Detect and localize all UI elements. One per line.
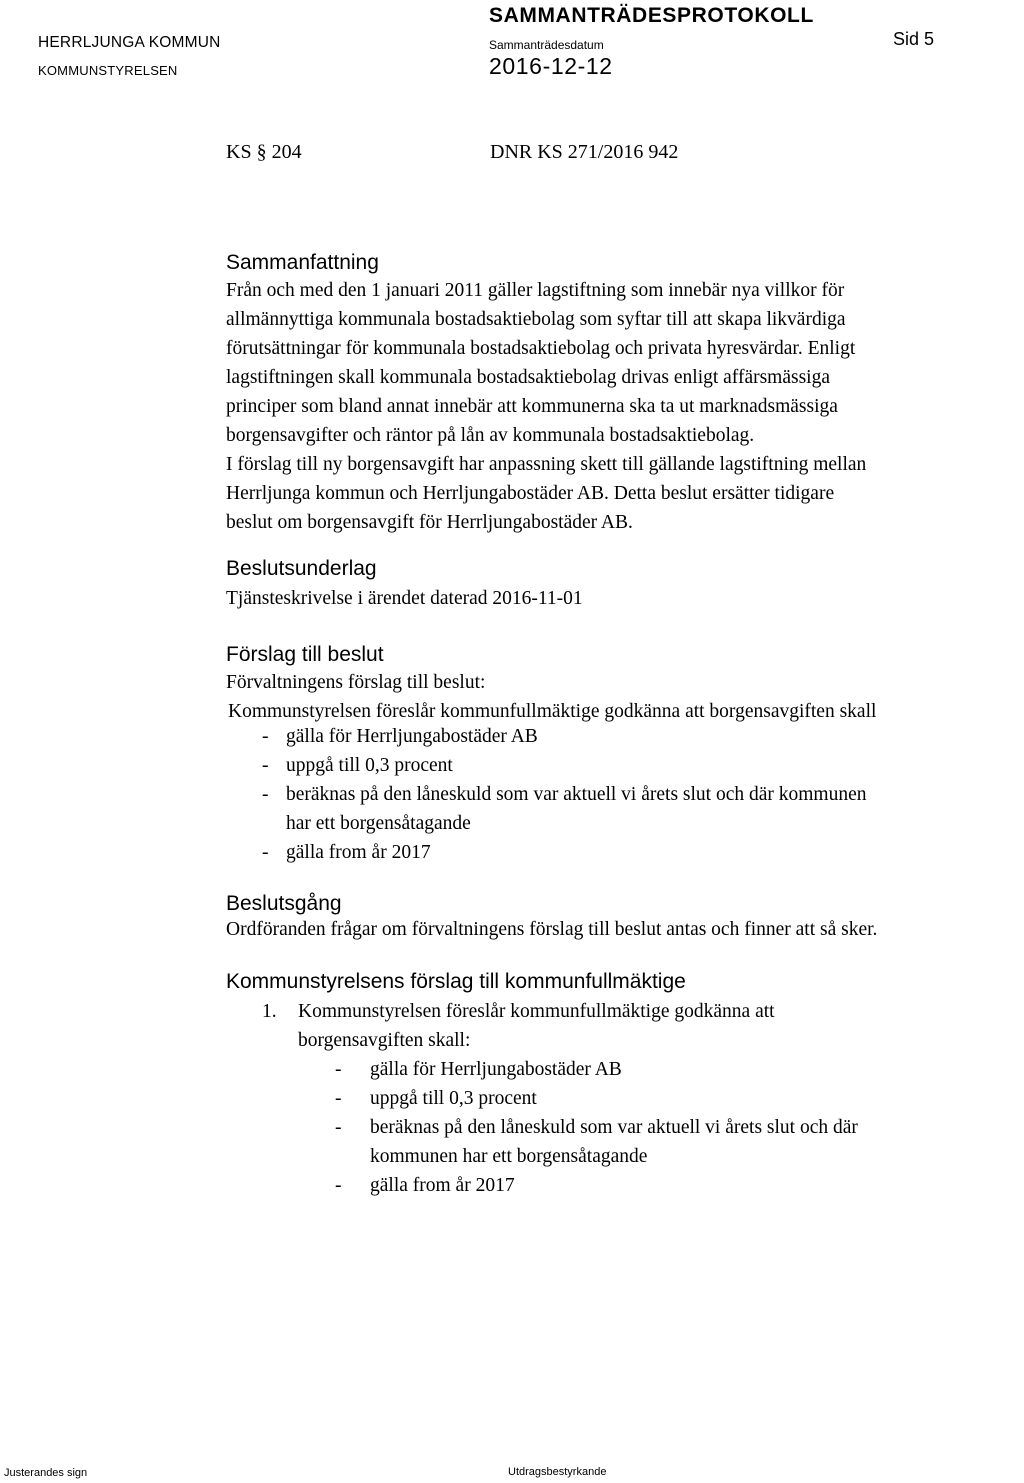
- summary-line: I förslag till ny borgensavgift har anpassning skett till gällande lagstiftning mellan: [226, 454, 867, 475]
- list-item-text: beräknas på den låneskuld som var aktuell vi årets slut och där kommunen: [286, 784, 867, 805]
- list-item: [262, 722, 867, 751]
- list-item: [262, 751, 867, 780]
- list-item: [262, 838, 867, 867]
- list-item-text: gälla för Herrljungabostäder AB: [370, 1059, 622, 1080]
- summary-line: beslut om borgensavgift för Herrljungabostäder AB.: [226, 512, 633, 533]
- paragraph-number: KS § 204: [226, 141, 302, 163]
- proposal-line: Förvaltningens förslag till beslut:: [226, 672, 486, 693]
- decision-number: 1.: [262, 1001, 277, 1022]
- list-item-text: gälla from år 2017: [370, 1175, 515, 1196]
- board-name: KOMMUNSTYRELSEN: [38, 63, 178, 78]
- list-dash: -: [335, 1059, 342, 1080]
- list-item-text: uppgå till 0,3 procent: [286, 755, 453, 776]
- decision-text: [298, 997, 775, 1055]
- diary-number: DNR KS 271/2016 942: [490, 141, 679, 163]
- summary-line: borgensavgifter och räntor på lån av kommunala bostadsaktiebolag.: [226, 425, 755, 446]
- list-dash: -: [262, 755, 269, 776]
- meeting-date-label: Sammanträdesdatum: [489, 38, 604, 52]
- proposal-intro: [226, 668, 876, 726]
- list-dash: -: [262, 784, 269, 805]
- list-item-text: uppgå till 0,3 procent: [370, 1088, 537, 1109]
- signature-label: Justerandes sign: [4, 1467, 88, 1479]
- page-number: Sid 5: [893, 29, 935, 49]
- list-item-text: kommunen har ett borgensåtagande: [370, 1146, 648, 1167]
- decision-line: Kommunstyrelsen föreslår kommunfullmäktige godkänna att: [298, 1001, 775, 1022]
- list-item: [335, 1171, 858, 1200]
- summary-line: principer som bland annat innebär att kommunerna ska ta ut marknadsmässiga: [226, 396, 838, 417]
- list-dash: -: [262, 842, 269, 863]
- basis-heading: Beslutsunderlag: [226, 557, 377, 580]
- list-item-text: gälla from år 2017: [286, 842, 431, 863]
- list-dash: -: [335, 1088, 342, 1109]
- basis-text: Tjänsteskrivelse i ärendet daterad 2016-11-01: [226, 588, 583, 609]
- proposal-heading: Förslag till beslut: [226, 643, 384, 666]
- proposal-list: [262, 722, 867, 867]
- document-title: SAMMANTRÄDESPROTOKOLL: [489, 4, 814, 27]
- summary-line: allmännyttiga kommunala bostadsaktiebolag som syftar till att skapa likvärdiga: [226, 309, 846, 330]
- proposal-line: Kommunstyrelsen föreslår kommunfullmäktige godkänna att borgensavgiften skall: [228, 701, 877, 722]
- summary-line: lagstiftningen skall kommunala bostadsaktiebolag drivas enligt affärsmässiga: [226, 367, 831, 388]
- summary-line: Från och med den 1 januari 2011 gäller lagstiftning som innebär nya villkor för: [226, 280, 845, 301]
- decision-list: [335, 1055, 858, 1200]
- summary-text: [226, 276, 866, 537]
- summary-line: Herrljunga kommun och Herrljungabostäder AB. Detta beslut ersätter tidigare: [226, 483, 835, 504]
- list-item-text: beräknas på den låneskuld som var aktuell vi årets slut och där: [370, 1117, 858, 1138]
- list-dash: -: [335, 1117, 342, 1138]
- list-item-text: gälla för Herrljungabostäder AB: [286, 726, 538, 747]
- list-dash: -: [262, 726, 269, 747]
- list-item: [335, 1113, 858, 1171]
- list-dash: -: [335, 1175, 342, 1196]
- decision-heading: Kommunstyrelsens förslag till kommunfullmäktige: [226, 970, 686, 993]
- decision-line: borgensavgiften skall:: [298, 1030, 471, 1051]
- procedure-text: Ordföranden frågar om förvaltningens förslag till beslut antas och finner att så sker.: [226, 919, 878, 940]
- list-item: [335, 1084, 858, 1113]
- certification-label: Utdragsbestyrkande: [508, 1466, 607, 1478]
- list-item: [262, 780, 867, 838]
- meeting-date: 2016-12-12: [489, 53, 613, 79]
- list-item: [335, 1055, 858, 1084]
- procedure-heading: Beslutsgång: [226, 892, 342, 915]
- organization-name: HERRLJUNGA KOMMUN: [38, 34, 221, 51]
- summary-heading: Sammanfattning: [226, 251, 379, 274]
- list-item-text: har ett borgensåtagande: [286, 813, 471, 834]
- summary-line: förutsättningar för kommunala bostadsaktiebolag och privata hyresvärdar. Enligt: [226, 338, 856, 359]
